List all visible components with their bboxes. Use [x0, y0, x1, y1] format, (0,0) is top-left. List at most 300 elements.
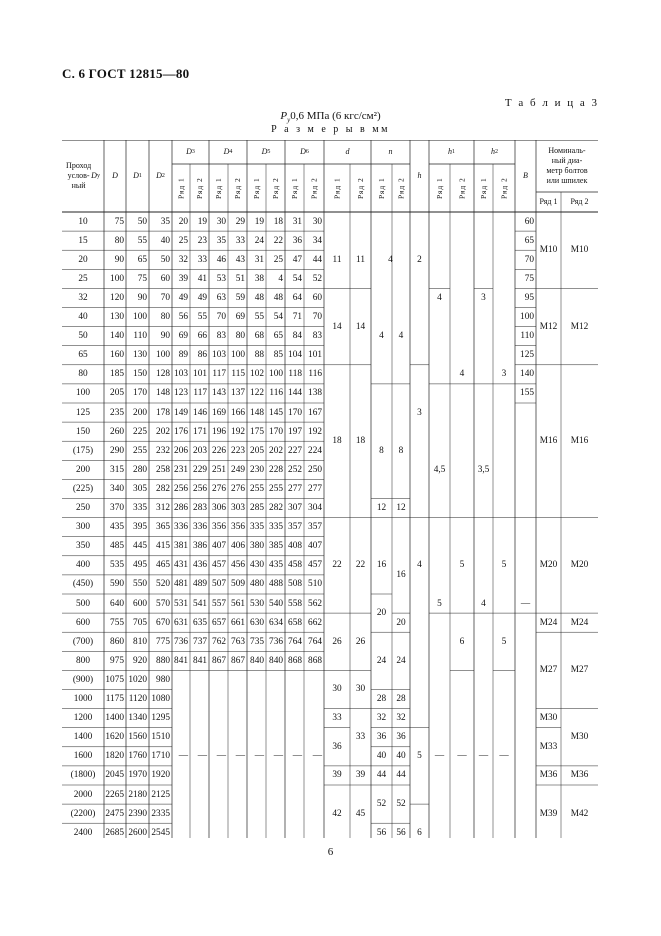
cell-d-row1: 42	[332, 808, 342, 819]
cell-nominal-bore: 80	[78, 369, 88, 380]
cell-n-row1: 56	[376, 827, 387, 838]
cell-D3-row1: 56	[178, 312, 188, 323]
cell-D5-row2: 145	[269, 407, 283, 418]
cell-nominal-bore: 500	[76, 598, 90, 609]
cell-D4-row2: 137	[231, 388, 245, 399]
cell-D1: 810	[133, 636, 147, 647]
cell-D6-row2: —	[312, 751, 322, 762]
cell-nominal-bore: 1600	[73, 751, 93, 762]
cell-bolt-row2: M16	[570, 436, 589, 447]
cell-D4-row1: —	[216, 751, 226, 762]
cell-D4-row2: 29	[235, 216, 245, 227]
cell-D6-row1: 458	[288, 560, 302, 571]
cell-D: 340	[110, 483, 124, 494]
cell-D5-row2: 282	[269, 503, 283, 514]
header-D4-row1: Ряд 1	[214, 177, 223, 199]
cell-D5-row2: 54	[273, 312, 283, 323]
cell-B: 70	[524, 254, 534, 265]
cell-nominal-bore: 125	[76, 407, 90, 418]
flange-dimensions-table	[62, 140, 598, 838]
cell-D: 80	[114, 235, 124, 246]
cell-D1: 2600	[128, 827, 147, 838]
cell-D5-row1: 230	[250, 464, 264, 475]
cell-D: 100	[110, 273, 124, 284]
cell-B: 60	[524, 216, 534, 227]
cell-D6-row1: 408	[288, 541, 302, 552]
cell-D1: 600	[133, 598, 147, 609]
header-D4-row2: Ряд 2	[233, 177, 242, 199]
cell-D4-row2: 100	[231, 350, 245, 361]
cell-D3-row2: 336	[193, 522, 207, 533]
header-h1-row1: Ряд 1	[435, 177, 444, 199]
cell-D3-row2: 737	[193, 636, 207, 647]
cell-n-row2: 4	[398, 331, 404, 342]
cell-D3-row1: 481	[174, 579, 188, 590]
cell-D4-row1: 407	[212, 541, 226, 552]
cell-D3-row2: 66	[197, 331, 207, 342]
cell-D3-row1: 736	[174, 636, 188, 647]
cell-D5-row1: 630	[250, 617, 264, 628]
cell-D5-row1: 31	[254, 254, 264, 265]
cell-D6-row1: 307	[288, 503, 302, 514]
cell-h: 6	[417, 827, 422, 838]
cell-D1: 395	[133, 522, 147, 533]
cell-nominal-bore: 40	[78, 312, 88, 323]
cell-D6-row2: 116	[308, 369, 322, 380]
cell-D5-row2: 202	[269, 445, 283, 456]
cell-D3-row2: 19	[197, 216, 207, 227]
cell-n-row1: 8	[379, 445, 384, 456]
cell-D5-row1: 480	[250, 579, 264, 590]
cell-D: 2475	[105, 808, 124, 819]
cell-D5-row1: 88	[254, 350, 264, 361]
cell-D: 860	[110, 636, 124, 647]
cell-D3-row1: 149	[174, 407, 188, 418]
cell-h2-row1: 3,5	[477, 464, 490, 475]
cell-D6-row2: 224	[308, 445, 322, 456]
cell-D: 485	[110, 541, 124, 552]
cell-D4-row2: 166	[231, 407, 245, 418]
cell-d-row2: 22	[355, 560, 366, 571]
cell-D3-row1: 841	[174, 655, 188, 666]
cell-bolt-row2: M27	[570, 665, 589, 676]
cell-h1-row1: 4	[437, 292, 442, 303]
header-D5-row2: Ряд 2	[271, 177, 280, 199]
cell-d-row1: 18	[332, 436, 342, 447]
cell-n-row2: 12	[396, 503, 406, 514]
cell-nominal-bore: (2200)	[70, 808, 96, 819]
header-bolts-row1: Ряд 1	[539, 197, 558, 206]
cell-D3-row2: 101	[193, 369, 207, 380]
cell-D5-row1: 102	[250, 369, 264, 380]
cell-n-row2: 40	[396, 751, 406, 762]
cell-D2: 202	[156, 426, 170, 437]
cell-h: 4	[417, 560, 422, 571]
cell-D5-row1: 68	[254, 331, 264, 342]
cell-n-row1: 28	[376, 694, 387, 705]
cell-D3-row1: 206	[174, 445, 188, 456]
cell-n: 4	[388, 254, 393, 265]
cell-D1: 920	[133, 655, 147, 666]
cell-D4-row2: 561	[231, 598, 245, 609]
cell-D6-row2: 60	[312, 292, 322, 303]
cell-D: 975	[110, 655, 124, 666]
header-n: n	[388, 147, 393, 156]
header-d-row2: Ряд 2	[356, 177, 365, 199]
cell-D5-row2: —	[273, 751, 283, 762]
cell-D2: 365	[156, 522, 170, 533]
cell-D6-row2: 30	[312, 216, 322, 227]
cell-D3-row1: 103	[174, 369, 188, 380]
cell-D2: 100	[156, 350, 170, 361]
cell-bolt-row2: M24	[570, 617, 589, 628]
cell-nominal-bore: 400	[76, 560, 90, 571]
header-h1: h 1	[448, 147, 455, 156]
cell-D4-row2: 763	[231, 636, 245, 647]
cell-D2: 178	[156, 407, 170, 418]
cell-D5-row1: 530	[250, 598, 264, 609]
cell-B: 155	[520, 388, 534, 399]
cell-D3-row1: 123	[174, 388, 188, 399]
cell-n-row1: 32	[376, 713, 387, 724]
cell-D: 290	[110, 445, 124, 456]
cell-nominal-bore: (1800)	[70, 770, 96, 781]
cell-h: 3	[417, 407, 422, 418]
cell-D2: 1295	[151, 713, 170, 724]
header-D: D	[112, 171, 118, 180]
cell-D6-row1: 277	[288, 483, 302, 494]
cell-bolt-row2: M42	[570, 808, 589, 819]
cell-D3-row1: 69	[178, 331, 188, 342]
cell-D1: 110	[133, 331, 147, 342]
cell-bolt-row1: M12	[539, 321, 558, 332]
cell-D2: 70	[160, 292, 170, 303]
cell-D4-row1: 70	[216, 312, 226, 323]
cell-D: 2685	[105, 827, 124, 838]
cell-D2: 2125	[151, 789, 170, 800]
cell-nominal-bore: 15	[78, 235, 88, 246]
cell-D5-row1: 380	[250, 541, 264, 552]
cell-D1: 50	[137, 216, 147, 227]
header-bolts: Номиналь- ный диа- метр болтов или шпилек	[546, 146, 588, 185]
cell-D3-row1: 381	[174, 541, 188, 552]
cell-D3-row1: 336	[174, 522, 188, 533]
cell-B: 140	[520, 369, 534, 380]
cell-D5-row2: 488	[269, 579, 283, 590]
cell-D5-row2: 48	[273, 292, 283, 303]
cell-n-row1: 36	[376, 732, 387, 743]
cell-D3-row1: 49	[178, 292, 188, 303]
cell-n-row2: 28	[396, 694, 406, 705]
pressure-symbol: P	[280, 110, 288, 122]
cell-D6-row2: 407	[308, 541, 322, 552]
cell-D6-row1: 31	[292, 216, 302, 227]
cell-D5-row1: 38	[254, 273, 264, 284]
cell-nominal-bore: 50	[78, 331, 88, 342]
cell-D6-row2: 44	[312, 254, 322, 265]
cell-D5-row1: 24	[254, 235, 264, 246]
cell-nominal-bore: (450)	[72, 579, 94, 590]
cell-D2: 258	[156, 464, 170, 475]
cell-D2: 670	[156, 617, 170, 628]
cell-D6-row2: 868	[308, 655, 322, 666]
cell-D5-row1: 430	[250, 560, 264, 571]
cell-D6-row2: 192	[308, 426, 322, 437]
cell-D5-row2: 116	[269, 388, 283, 399]
cell-nominal-bore: 350	[76, 541, 90, 552]
cell-D3-row1: 20	[178, 216, 188, 227]
cell-D4-row1: 35	[216, 235, 226, 246]
cell-nominal-bore: 600	[76, 617, 90, 628]
cell-bolt-row1: M33	[539, 741, 558, 752]
cell-D1: 55	[137, 235, 147, 246]
cell-h1-row2: —	[457, 751, 467, 762]
cell-h1-row1: 4,5	[433, 464, 446, 475]
cell-d-row1: 39	[332, 770, 342, 781]
cell-D6-row2: 101	[308, 350, 322, 361]
cell-D4-row1: 63	[216, 292, 226, 303]
cell-D3-row1: 286	[174, 503, 188, 514]
cell-D3-row1: 531	[174, 598, 188, 609]
cell-D6-row2: 304	[308, 503, 322, 514]
page-number: 6	[327, 846, 334, 858]
cell-D3-row1: 431	[174, 560, 188, 571]
cell-B: 95	[524, 292, 534, 303]
cell-D4-row2: 867	[231, 655, 245, 666]
cell-D: 755	[110, 617, 124, 628]
header-d: d	[345, 147, 350, 156]
cell-bolt-row1: M20	[539, 560, 558, 571]
header-D5: D 5	[261, 147, 271, 156]
cell-D4-row1: 356	[212, 522, 226, 533]
cell-D5-row2: 540	[269, 598, 283, 609]
cell-D4-row1: 867	[212, 655, 226, 666]
cell-d-row2: 11	[356, 254, 365, 265]
header-D2: D 2	[156, 171, 165, 180]
cell-bolt-row2: M36	[570, 770, 589, 781]
header-h: h	[417, 171, 422, 180]
cell-D6-row1: 658	[288, 617, 302, 628]
cell-D5-row2: 65	[273, 331, 283, 342]
cell-D1: 1970	[128, 770, 147, 781]
cell-bolt-row1: M10	[539, 245, 558, 256]
cell-D: 2045	[105, 770, 124, 781]
cell-D3-row2: 436	[193, 560, 207, 571]
cell-D6-row1: 64	[292, 292, 302, 303]
cell-nominal-bore: 250	[76, 503, 90, 514]
cell-D5-row1: 55	[254, 312, 264, 323]
cell-D: 260	[110, 426, 124, 437]
cell-D4-row2: 80	[235, 331, 245, 342]
cell-d-row2: 33	[355, 732, 366, 743]
cell-D2: 1510	[151, 732, 170, 743]
cell-D3-row2: 117	[193, 388, 207, 399]
cell-bolt-row1: M16	[539, 436, 558, 447]
cell-D6-row2: 662	[308, 617, 322, 628]
cell-D5-row2: 18	[273, 216, 283, 227]
header-h2-row2: Ряд 2	[499, 177, 509, 199]
cell-D3-row2: 386	[193, 541, 207, 552]
table-label: Т а б л и ц а 3	[504, 97, 599, 109]
cell-D: 315	[110, 464, 124, 475]
cell-D2: 1080	[151, 694, 170, 705]
cell-D3-row2: 635	[193, 617, 207, 628]
cell-D1: 255	[133, 445, 147, 456]
cell-D5-row1: —	[254, 751, 264, 762]
cell-D6-row1: 508	[288, 579, 302, 590]
cell-D4-row1: 276	[212, 483, 226, 494]
cell-D: 370	[110, 503, 124, 514]
cell-D3-row1: 32	[178, 254, 188, 265]
cell-nominal-bore: 300	[76, 522, 90, 533]
cell-d-row1: 33	[332, 713, 342, 724]
cell-D1: 335	[133, 503, 147, 514]
cell-D5-row2: 335	[269, 522, 283, 533]
cell-D1: 150	[133, 369, 147, 380]
header-B: B	[523, 171, 528, 180]
cell-D6-row2: 250	[308, 464, 322, 475]
header-D3-row1: Ряд 1	[176, 177, 186, 199]
header-nominal-bore: Проход услов- ный D у	[66, 161, 100, 190]
pressure-value: 0,6 МПа (6 кгс/см²)	[290, 110, 381, 122]
cell-D4-row2: 456	[231, 560, 245, 571]
cell-D2: 1710	[151, 751, 170, 762]
cell-D5-row2: 25	[273, 254, 283, 265]
cell-D: 140	[110, 331, 124, 342]
cell-D3-row1: 25	[178, 235, 188, 246]
cell-B: 125	[520, 350, 534, 361]
cell-D: 120	[110, 292, 124, 303]
cell-nominal-bore: 10	[78, 216, 88, 227]
cell-D6-row1: 558	[288, 598, 302, 609]
cell-D2: 80	[160, 312, 170, 323]
cell-D6-row2: 764	[308, 636, 322, 647]
cell-nominal-bore: 65	[78, 350, 88, 361]
header-D6-row1: Ряд 1	[290, 177, 299, 199]
cell-nominal-bore: 32	[78, 292, 88, 303]
header-n-row2: Ряд 2	[396, 177, 406, 199]
cell-D5-row1: 175	[250, 426, 264, 437]
cell-D4-row1: 557	[212, 598, 226, 609]
cell-D3-row2: 171	[193, 426, 207, 437]
cell-D6-row1: 47	[292, 254, 302, 265]
cell-D6-row1: 197	[288, 426, 302, 437]
cell-h1-row1: —	[434, 751, 445, 762]
cell-D: 640	[110, 598, 124, 609]
cell-D6-row1: 227	[288, 445, 302, 456]
cell-D6-row1: 170	[288, 407, 302, 418]
cell-D2: 415	[156, 541, 170, 552]
cell-d-row2: 30	[355, 684, 366, 695]
cell-D3-row2: 49	[197, 292, 207, 303]
cell-nominal-bore: (175)	[72, 445, 94, 456]
cell-D3-row2: 541	[193, 598, 207, 609]
cell-h2-row2: 5	[501, 636, 507, 647]
cell-D2: 2335	[151, 808, 170, 819]
cell-D4-row2: 59	[235, 292, 245, 303]
cell-D5-row2: 228	[269, 464, 283, 475]
cell-nominal-bore: 100	[76, 388, 90, 399]
cell-D4-row1: 457	[212, 560, 226, 571]
cell-D4-row1: 507	[212, 579, 226, 590]
cell-bolt-row1: M30	[539, 713, 558, 724]
cell-B: 100	[520, 312, 534, 323]
cell-D1: 2180	[128, 789, 147, 800]
cell-n-row2: 56	[396, 827, 406, 838]
cell-D5-row2: 435	[269, 560, 283, 571]
cell-D5-row1: 48	[254, 292, 264, 303]
cell-D4-row2: 69	[235, 312, 245, 323]
cell-d-row2: 45	[355, 808, 366, 819]
cell-n-row1: 44	[376, 770, 387, 781]
cell-n-row1: 4	[379, 331, 384, 342]
cell-D4-row2: 115	[231, 369, 245, 380]
cell-D3-row2: 256	[193, 483, 207, 494]
cell-D1: 280	[133, 464, 147, 475]
cell-D2: 282	[156, 483, 170, 494]
cell-D4-row1: 117	[212, 369, 226, 380]
cell-D4-row1: 143	[212, 388, 226, 399]
cell-D1: 100	[133, 312, 147, 323]
cell-D1: 2390	[128, 808, 147, 819]
cell-D3-row2: 229	[193, 464, 207, 475]
cell-D3-row2: 23	[197, 235, 207, 246]
cell-nominal-bore: (225)	[72, 483, 94, 494]
cell-D1: 1560	[128, 732, 147, 743]
cell-h2-row1: 3	[481, 292, 486, 303]
cell-D6-row2: 34	[312, 235, 322, 246]
cell-D1: 225	[133, 426, 147, 437]
header-D5-row1: Ряд 1	[252, 177, 261, 199]
cell-D6-row1: 144	[288, 388, 302, 399]
cell-D3-row1: 631	[174, 617, 188, 628]
cell-h: 2	[417, 254, 422, 265]
cell-D3-row2: —	[197, 751, 207, 762]
cell-D3-row2: 86	[197, 350, 207, 361]
cell-D4-row1: 251	[212, 464, 226, 475]
cell-bolt-row1: M39	[539, 808, 558, 819]
cell-D3-row2: 33	[197, 254, 207, 265]
cell-D6-row1: 104	[288, 350, 302, 361]
cell-D5-row1: 205	[250, 445, 264, 456]
cell-D5-row2: 170	[269, 426, 283, 437]
cell-D1: 200	[133, 407, 147, 418]
cell-D6-row2: 457	[308, 560, 322, 571]
cell-D1: 65	[137, 254, 147, 265]
cell-D5-row2: 22	[273, 235, 283, 246]
cell-n-row2: 20	[396, 617, 406, 628]
cell-nominal-bore: 1200	[73, 713, 93, 724]
cell-D5-row2: 100	[269, 369, 283, 380]
cell-D2: 35	[160, 216, 170, 227]
cell-D2: 40	[160, 235, 170, 246]
cell-D5-row2: 736	[269, 636, 283, 647]
cell-D6-row1: 54	[292, 273, 302, 284]
header-h1-row2: Ряд 2	[457, 177, 467, 199]
cell-D: 2265	[105, 789, 124, 800]
cell-D1: 305	[133, 483, 147, 494]
cell-D4-row2: 249	[231, 464, 245, 475]
cell-D2: 232	[156, 445, 170, 456]
cell-D: 1175	[105, 694, 124, 705]
cell-D3-row1: 256	[174, 483, 188, 494]
cell-n-row1: 20	[376, 608, 387, 619]
header-D6-row2: Ряд 2	[309, 177, 319, 199]
cell-D: 185	[110, 369, 124, 380]
cell-D6-row1: 36	[292, 235, 302, 246]
cell-D: 130	[110, 312, 124, 323]
cell-D5-row2: 4	[278, 273, 283, 284]
